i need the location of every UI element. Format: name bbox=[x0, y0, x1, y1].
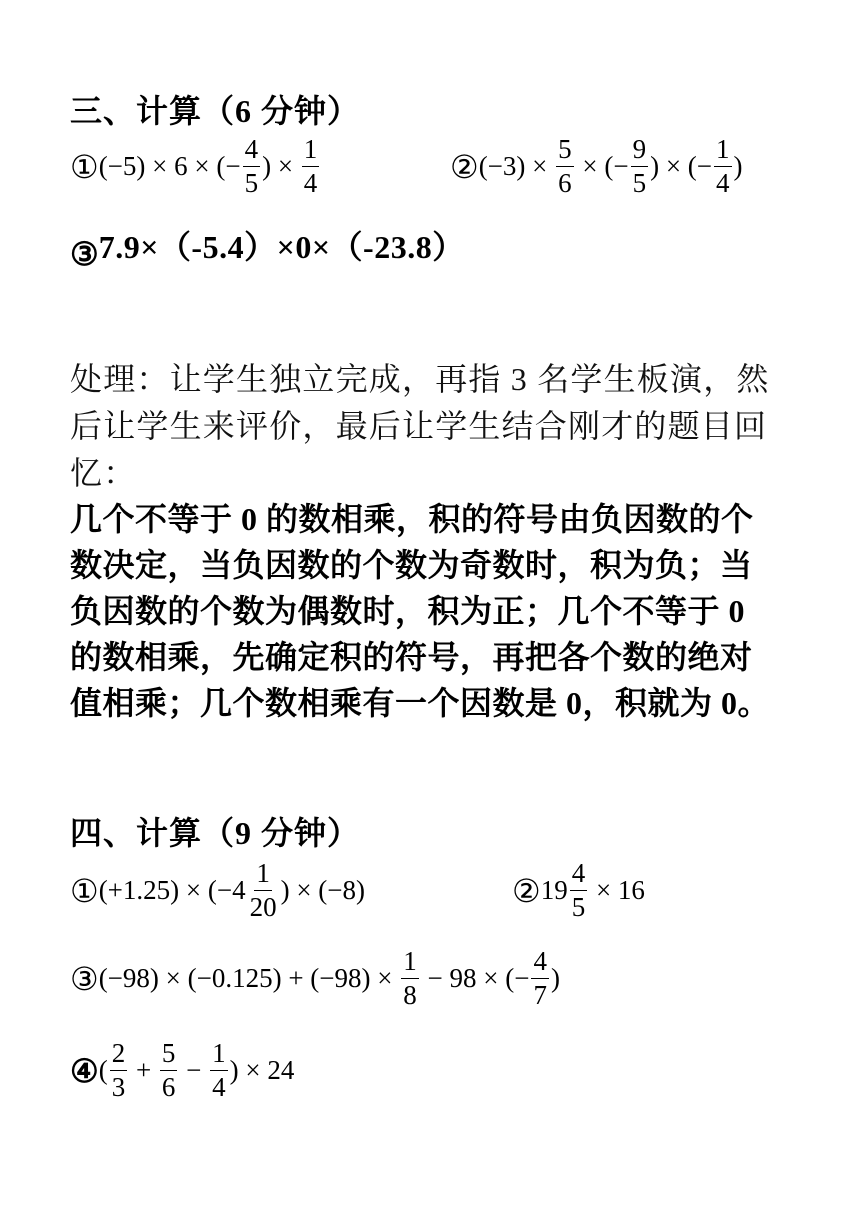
s4-item1 bbox=[70, 860, 365, 921]
expr-text: × (− bbox=[575, 151, 629, 181]
fraction-denominator: 6 bbox=[558, 168, 572, 198]
fraction bbox=[160, 1040, 178, 1101]
fraction-denominator: 4 bbox=[716, 168, 730, 198]
fraction-denominator: 7 bbox=[533, 980, 547, 1010]
expr-text: ( bbox=[98, 1055, 108, 1085]
process-line: 忆： bbox=[70, 455, 137, 491]
fraction-numerator: 1 bbox=[302, 136, 320, 167]
rule-line: 负因数的个数为偶数时，积为正；几个不等于 0 bbox=[70, 593, 746, 629]
fraction-numerator: 1 bbox=[254, 860, 272, 891]
process-line: 处理：让学生独立完成，再指 3 名学生板演，然 bbox=[70, 361, 770, 397]
fraction-denominator: 4 bbox=[303, 168, 318, 198]
fraction-denominator: 8 bbox=[403, 980, 417, 1010]
item-marker: ① bbox=[70, 148, 99, 185]
expr-text: 19 bbox=[540, 875, 568, 905]
fraction-numerator: 4 bbox=[531, 948, 549, 979]
math-expression bbox=[99, 948, 560, 1009]
fraction bbox=[110, 1040, 128, 1101]
expr-text: ) bbox=[550, 963, 560, 993]
expr-text: (−5) × 6 × (− bbox=[98, 151, 241, 181]
fraction bbox=[556, 136, 574, 197]
fraction-denominator: 3 bbox=[111, 1072, 126, 1102]
fraction-numerator: 1 bbox=[401, 948, 419, 979]
fraction bbox=[631, 136, 649, 197]
fraction-numerator: 1 bbox=[210, 1040, 228, 1071]
fraction-denominator: 5 bbox=[632, 168, 647, 198]
s3-item3 bbox=[70, 222, 465, 273]
math-expression bbox=[541, 860, 645, 921]
expr-text: × 16 bbox=[589, 875, 645, 905]
fraction-numerator: 1 bbox=[714, 136, 732, 167]
expr-text: − bbox=[179, 1055, 209, 1085]
math-expression bbox=[479, 136, 743, 197]
fraction bbox=[714, 136, 732, 197]
item-marker: ③ bbox=[70, 960, 99, 997]
fraction bbox=[302, 136, 320, 197]
math-expression: 7.9×（-5.4）×0×（-23.8） bbox=[98, 229, 465, 265]
s3-item2 bbox=[450, 136, 743, 197]
item-marker: ② bbox=[450, 148, 479, 185]
expr-text: ) × bbox=[262, 151, 300, 181]
fraction bbox=[248, 860, 279, 921]
expr-text: ) bbox=[733, 151, 743, 181]
rule-line: 几个不等于 0 的数相乘，积的符号由负因数的个 bbox=[70, 501, 754, 537]
section3-heading: 三、计算（6 分钟） bbox=[70, 93, 361, 129]
expr-text: + bbox=[129, 1055, 158, 1085]
fraction-denominator: 20 bbox=[249, 892, 277, 922]
s4-item2 bbox=[512, 860, 645, 921]
math-expression bbox=[99, 1040, 295, 1101]
section4-heading: 四、计算（9 分钟） bbox=[70, 815, 361, 851]
rule-line: 的数相乘，先确定积的符号，再把各个数的绝对 bbox=[70, 639, 753, 675]
math-expression bbox=[99, 860, 365, 921]
expr-text: (−3) × bbox=[478, 151, 555, 181]
item-marker: ② bbox=[512, 872, 541, 909]
expr-text: ) × (− bbox=[650, 151, 713, 181]
expr-text: − 98 × (− bbox=[420, 963, 530, 993]
fraction bbox=[531, 948, 549, 1009]
item-marker: ① bbox=[70, 872, 99, 909]
math-expression bbox=[99, 136, 322, 197]
fraction-numerator: 2 bbox=[110, 1040, 128, 1071]
expr-text: (+1.25) × (−4 bbox=[98, 875, 246, 905]
fraction-denominator: 5 bbox=[571, 892, 586, 922]
fraction-denominator: 5 bbox=[244, 168, 259, 198]
fraction bbox=[243, 136, 261, 197]
fraction-numerator: 4 bbox=[243, 136, 261, 167]
fraction bbox=[570, 860, 588, 921]
expr-text: (−98) × (−0.125) + (−98) × bbox=[98, 963, 400, 993]
rule-line: 数决定，当负因数的个数为奇数时，积为负；当 bbox=[70, 547, 753, 583]
rule-line: 值相乘；几个数相乘有一个因数是 0，积就为 0。 bbox=[70, 685, 771, 721]
fraction bbox=[210, 1040, 228, 1101]
fraction-numerator: 9 bbox=[631, 136, 649, 167]
item-marker: ④ bbox=[70, 1052, 99, 1089]
process-line: 后让学生来评价，最后让学生结合刚才的题目回 bbox=[70, 408, 768, 444]
item-marker: ③ bbox=[70, 236, 99, 273]
fraction-numerator: 5 bbox=[160, 1040, 178, 1071]
s3-item1 bbox=[70, 136, 321, 197]
fraction-numerator: 5 bbox=[556, 136, 574, 167]
s4-item4 bbox=[70, 1040, 294, 1101]
s4-item3 bbox=[70, 948, 560, 1009]
expr-text: ) × 24 bbox=[229, 1055, 295, 1085]
expr-text: ) × (−8) bbox=[280, 875, 366, 905]
fraction bbox=[401, 948, 419, 1009]
fraction-denominator: 4 bbox=[212, 1072, 226, 1102]
fraction-numerator: 4 bbox=[570, 860, 588, 891]
fraction-denominator: 6 bbox=[161, 1072, 176, 1102]
